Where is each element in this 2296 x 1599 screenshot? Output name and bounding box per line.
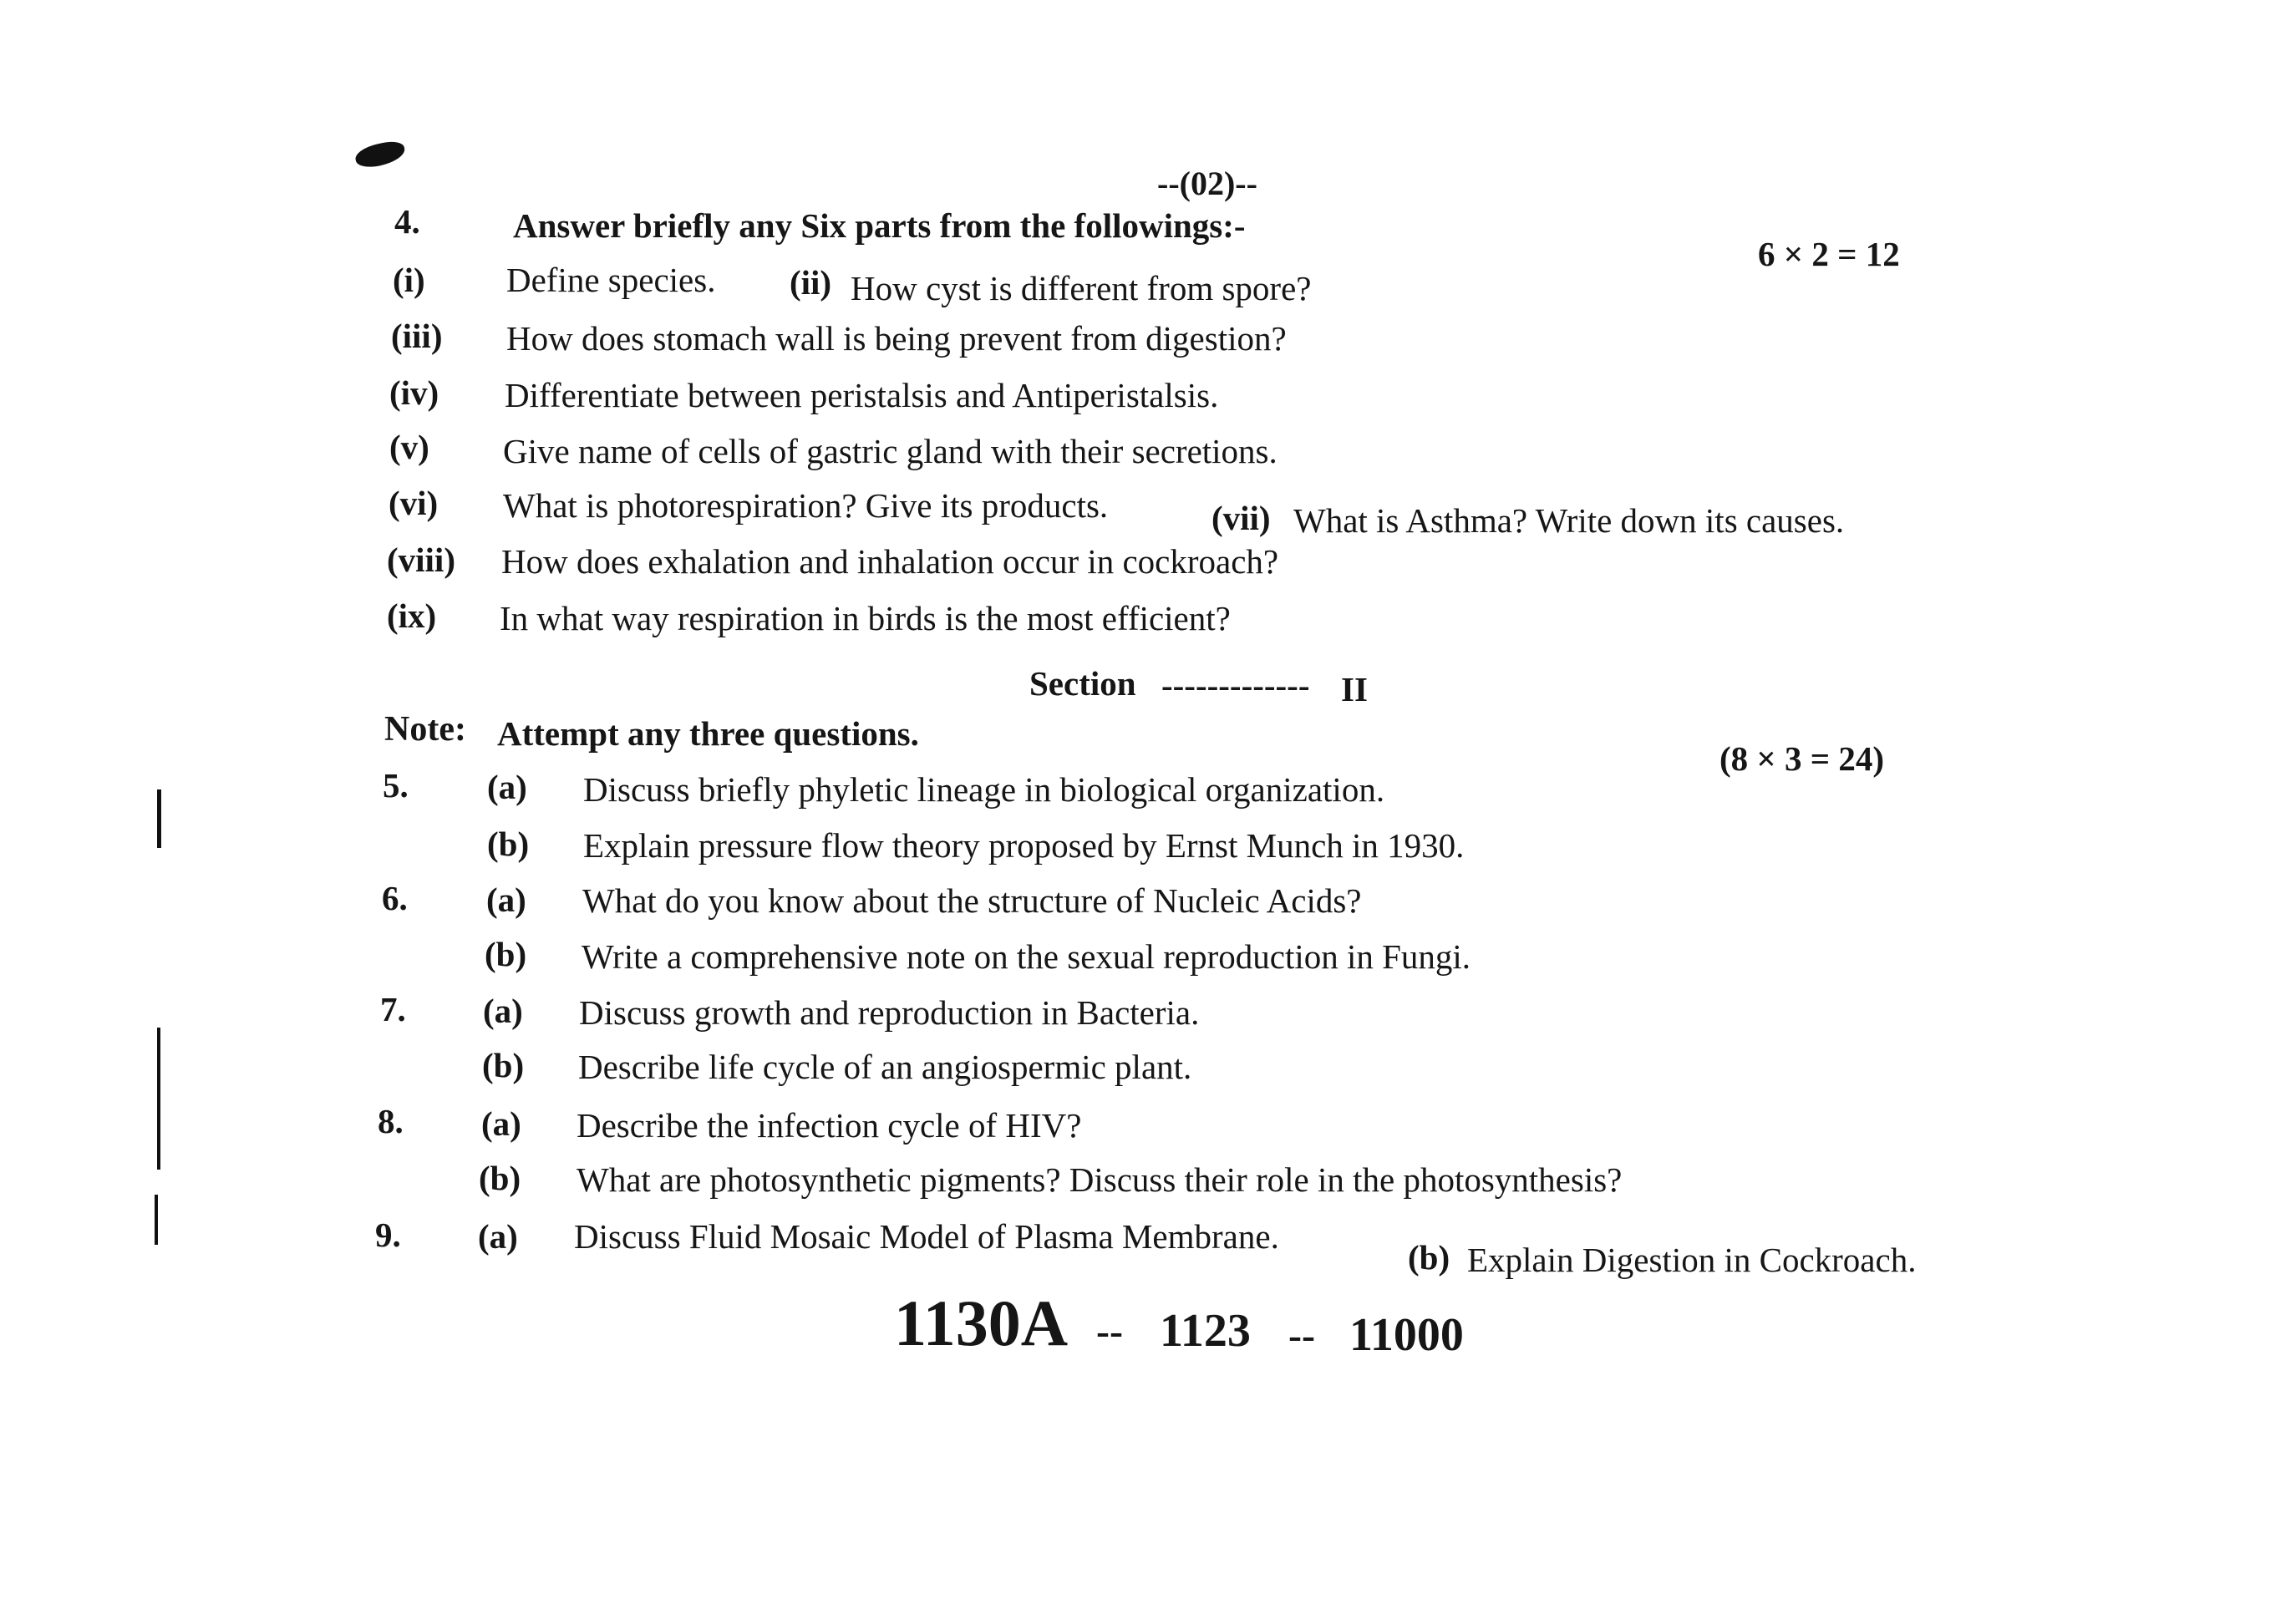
note-label: Note: [384,710,466,749]
marks-allocation: (8 × 3 = 24) [1719,739,1885,778]
part-label: (viii) [387,541,455,579]
part-label: (a) [483,992,523,1030]
part-text: In what way respiration in birds is the most efficient? [500,599,1231,637]
page-number: --(02)-- [1157,165,1257,202]
paper-code-count: 11000 [1349,1309,1464,1361]
note-text: Attempt any three questions. [497,714,919,753]
part-label: (a) [486,881,526,919]
ink-blot [353,139,407,170]
part-text: Describe the infection cycle of HIV? [577,1106,1082,1145]
section-numeral: II [1341,670,1368,708]
binding-mark [157,1028,160,1170]
part-text: Describe life cycle of an angiospermic plant. [578,1048,1192,1086]
part-text: Discuss Fluid Mosaic Model of Plasma Membrane. [574,1217,1279,1256]
part-text: What do you know about the structure of Nucleic Acids? [582,881,1362,920]
part-label: (a) [478,1217,518,1256]
part-text: Explain pressure flow theory proposed by Ernst Munch in 1930. [583,826,1465,865]
code-separator: -- [1288,1313,1315,1358]
marks-allocation: 6 × 2 = 12 [1758,235,1900,273]
part-label: (iii) [391,317,443,355]
section-label: Section [1029,664,1136,703]
question-number: 6. [382,879,408,917]
paper-code-date: 1123 [1160,1305,1251,1357]
part-text: Discuss briefly phyletic lineage in biological organization. [583,770,1385,809]
part-text: Explain Digestion in Cockroach. [1467,1241,1917,1279]
part-label: (v) [389,428,429,466]
part-label: (vi) [389,484,439,522]
question-number: 5. [383,766,409,805]
part-label: (a) [481,1104,521,1143]
part-text: Differentiate between peristalsis and Antiperistalsis. [505,376,1219,414]
section-dashes: ------------- [1161,666,1310,704]
part-label: (i) [393,261,425,299]
part-text: Discuss growth and reproduction in Bacteria. [579,993,1200,1032]
question-instruction: Answer briefly any Six parts from the followings:- [513,206,1246,245]
part-text: What is Asthma? Write down its causes. [1293,501,1845,540]
part-label: (ii) [790,263,832,302]
part-label: (vii) [1211,499,1271,537]
part-text: How does exhalation and inhalation occur in cockroach? [501,542,1279,581]
part-label: (iv) [389,373,439,412]
binding-mark [155,1195,158,1245]
binding-mark [157,789,161,848]
part-text: Give name of cells of gastric gland with their secretions. [503,432,1278,470]
part-label: (ix) [387,596,437,635]
part-label: (a) [487,768,527,806]
part-label: (b) [487,825,530,863]
question-number: 7. [380,990,406,1028]
part-text: Write a comprehensive note on the sexual reproduction in Fungi. [582,937,1471,976]
part-text: Define species. [506,261,716,299]
question-number: 9. [375,1216,401,1254]
part-label: (b) [485,935,527,973]
code-separator: -- [1096,1309,1123,1353]
question-number: 8. [378,1102,404,1140]
part-text: How cyst is different from spore? [851,269,1312,307]
question-number: 4. [394,202,420,241]
part-label: (b) [1408,1238,1450,1277]
paper-code: 1130A [894,1287,1069,1359]
part-text: What are photosynthetic pigments? Discuss their role in the photosynthesis? [577,1160,1623,1199]
part-label: (b) [479,1159,521,1197]
part-text: How does stomach wall is being prevent from digestion? [506,319,1287,358]
part-text: What is photorespiration? Give its products. [503,486,1109,525]
part-label: (b) [482,1046,525,1084]
